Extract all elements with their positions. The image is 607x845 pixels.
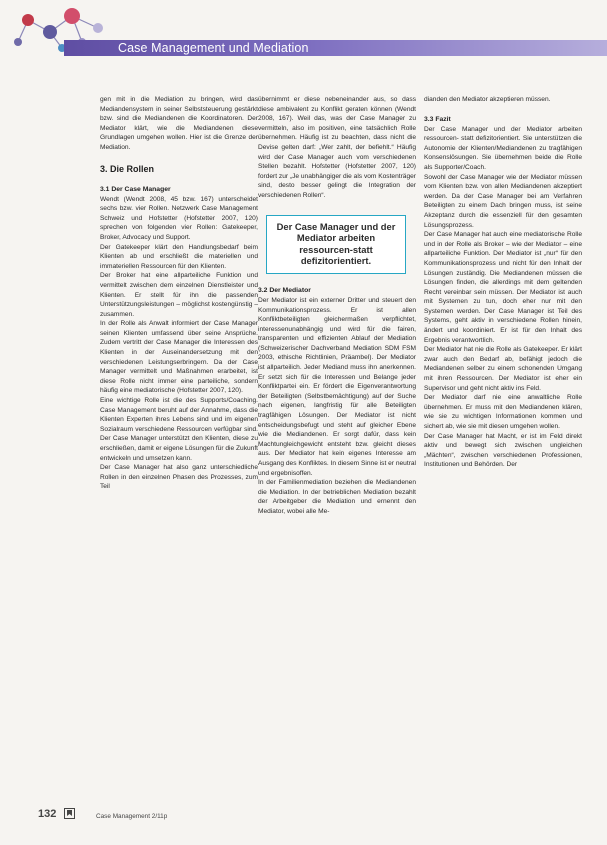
paragraph-gap: [100, 175, 258, 185]
paragraph: dianden den Mediator akzeptieren müssen.: [424, 96, 551, 103]
paragraph: In der Familienmediation beziehen die Mediandenen die Mediation. In der betrieblichen Mediation bezahlt der Arbeitgeber die Mediation und ernennt den Mediator, wobei alle Me-: [258, 479, 416, 515]
subsection-heading: 3.1 Der Case Manager: [100, 185, 171, 193]
paragraph: übernimmt er diese nebeneinander aus, so dass diese ambivalent zu Konflikt geraten können (Wendt 2008, 167). Weil das, was der Case Manager zu vermitteln, also im positiven, eine tatsächlich Rolle übernehmen. Häufig ist zu beachten, dass nicht die Devise gelten darf: „Wer zahlt, der befiehlt.“ Häufig wird der Case Manager auch vom verschiedenen Stellen bezahlt. Hofstetter (Hofstetter 2007, 120) fordert zur „Je unabhängiger die als vom Kostenträger sind, desto besser gelingt die Integration der verschiedenen Rollen“.: [258, 96, 416, 199]
section-heading: 3. Die Rollen: [100, 163, 155, 174]
paragraph: Der Case Manager hat also ganz unterschiedliche Rollen in den einzelnen Phasen des Prozesses, zum Teil: [100, 464, 258, 491]
paragraph: Der Case Manager hat auch eine mediatorische Rolle und in der Rolle als Broker – wie der Mediator – eine allparteiliche Funktion. Der Mediator ist „nur“ für den Kommunikationsprozess und nicht für den Inhalt der Lösungen zuständig. Die Mediandenen müssen die Lösungen finden, die allerdings mit dem geltenden Recht vereinbar sein müssen. Der Mediator ist auch mit Systemen zu tun, doch eher nur mit den Systemen werden. Der Case Manager ist Teil des Systems, geht aktiv in verschiedene Rollen hinein, ändert und koordiniert. Er ist für den Inhalt des Ergebnis verantwortlich.: [424, 231, 582, 344]
paragraph: Der Gatekeeper klärt den Handlungsbedarf beim Klienten ab und erschließt die materiellen und immateriellen Ressourcen für den Klienten.: [100, 243, 258, 270]
paragraph: Der Mediator darf nie eine anwaltliche Rolle übernehmen. Er muss mit den Mediandenen klären, wie sie zu wichtigen Informationen kommen und sichert ab, wie sie mit diesen umgehen wollen.: [424, 394, 582, 430]
paragraph: Der Broker hat eine allparteiliche Funktion und vermittelt zwischen dem einzelnen Dienstleister und Klienten. Er stellt für ihn die passenden Unterstützungsleistungen – möglichst kostengünstig – zusammen.: [100, 272, 258, 318]
bookmark-icon: [64, 808, 75, 819]
text-column-2: [258, 95, 416, 517]
paragraph: Der Case Manager hat Macht, er ist im Feld direkt aktiv und bewegt sich zwischen ungleichen „Mächten“, zwischen verschiedenen Professionen, Institutionen und Behörden. Der: [424, 432, 582, 469]
page-number: 132: [38, 808, 57, 820]
journal-issue: Case Management 2/11p: [96, 813, 168, 820]
paragraph: gen mit in die Mediation zu bringen, wird das Mediandensystem in seiner Selbststeuerung gestärkt bzw. sind die Mediandenen die Koordinatoren. Der Mediator klärt, wie die Mediandenen diese Grundlagen umgehen wollen. Hier ist die Grenze der Mediation.: [100, 96, 258, 151]
paragraph-gap: [424, 105, 582, 115]
paragraph-gap: [100, 153, 258, 163]
subsection-heading: 3.3 Fazit: [424, 115, 451, 123]
paragraph: Wendt (Wendt 2008, 45 bzw. 167) unterscheidet sechs bzw. vier Rollen. Netzwerk Case Management Schweiz und Hofstetter (Hofstetter 2007, 120) sprechen von folgenden vier Rollen: Gatekeeper, Broker, Advocacy und Support.: [100, 195, 258, 241]
paragraph: Der Case Manager und der Mediator arbeiten ressourcen- statt defizitorientiert. Sie unterstützen die Autonomie der Klienten/Mediandenen zu tragfähigen Konsenslösungen. Sie übernehmen beide die Rolle als Supporter/Coach.: [424, 125, 582, 171]
paragraph: Eine wichtige Rolle ist die des Supports/Coaching. Case Management beruht auf der Annahme, dass die Klienten Experten ihres Lebens sind und im eigenen Sozialraum verschiedene Ressourcen verfügbar sind. Der Case Manager unterstützt den Klienten, diese zu erschließen, damit er eigene Lösungen für die Zukunft entwickeln und umsetzen kann.: [100, 397, 258, 462]
section-title: Case Management und Mediation: [118, 41, 309, 55]
paragraph: In der Rolle als Anwalt informiert der Case Manager seinen Klienten umfassend über seine Ansprüche. Zudem vertritt der Case Manager die Interessen des Klienten in der Auseinandersetzung mit den verschiedenen Leistungserbringern. Da der Case Manager vermittelt und Maßnahmen erarbeitet, ist diese Rolle nicht immer eine parteiliche, sondern häufig eine mediatorische (Hofstetter 2007, 120).: [100, 320, 258, 395]
subsection-heading: 3.2 Der Mediator: [258, 286, 311, 294]
paragraph: Der Mediator hat nie die Rolle als Gatekeeper. Er klärt zwar auch den Bedarf ab, befähigt jedoch die Mediandenen selber zu einem schonenden Umgang mit ihren Ressourcen. Der Mediator ist eher ein Supervisor und geht nicht aktiv ins Feld.: [424, 346, 582, 392]
paragraph: Sowohl der Case Manager wie der Mediator müssen vom Klienten bzw. von allen Mediandenen akzeptiert werden. Da der Case Manager bei am Verfahren Beteiligten zu einem Dach bringen muss, ist seine Akzeptanz durch die essenziell für den gesamten Lösungsprozess.: [424, 173, 582, 229]
text-column-3: [424, 95, 582, 470]
paragraph: Der Mediator ist ein externer Dritter und steuert den Kommunikationsprozess. Er ist allen Konfliktbeteiligten gleichermaßen verpflichtet, interessenunabhängig und wird für die fairen, transparenten und effizienten Ablauf der Mediation (Schweizerischer Dachverband Mediation SDM FSM 2003, ethische Richtlinien, Präambel). Der Mediator ist allparteilich. Jeder Mediand muss ihn anerkennen. Er setzt sich für die Interessen und Belange jeder Konfliktpartei ein. Er fördert die Eigenverantwortung der Beteiligten (Selbstbemächtigung) auf der Suche nach eigenen, langfristig für alle Beteiligten tragfähigen Lösungen. Der Mediator ist nicht entscheidungsbefugt und steht auf gleicher Ebene wie die Mediandenen. Er sorgt dafür, dass kein Machtungleichgewicht entsteht bzw. gleicht dieses aus. Der Mediator hat kein eigenes Interesse am Ausgang des Konfliktes. In diesem Sinne ist er neutral und ergebnisoffen.: [258, 296, 416, 477]
pull-quote: Der Case Manager und der Mediator arbeiten ressourcen-statt defizitorientiert.: [266, 215, 406, 274]
text-column-1: [100, 95, 258, 492]
